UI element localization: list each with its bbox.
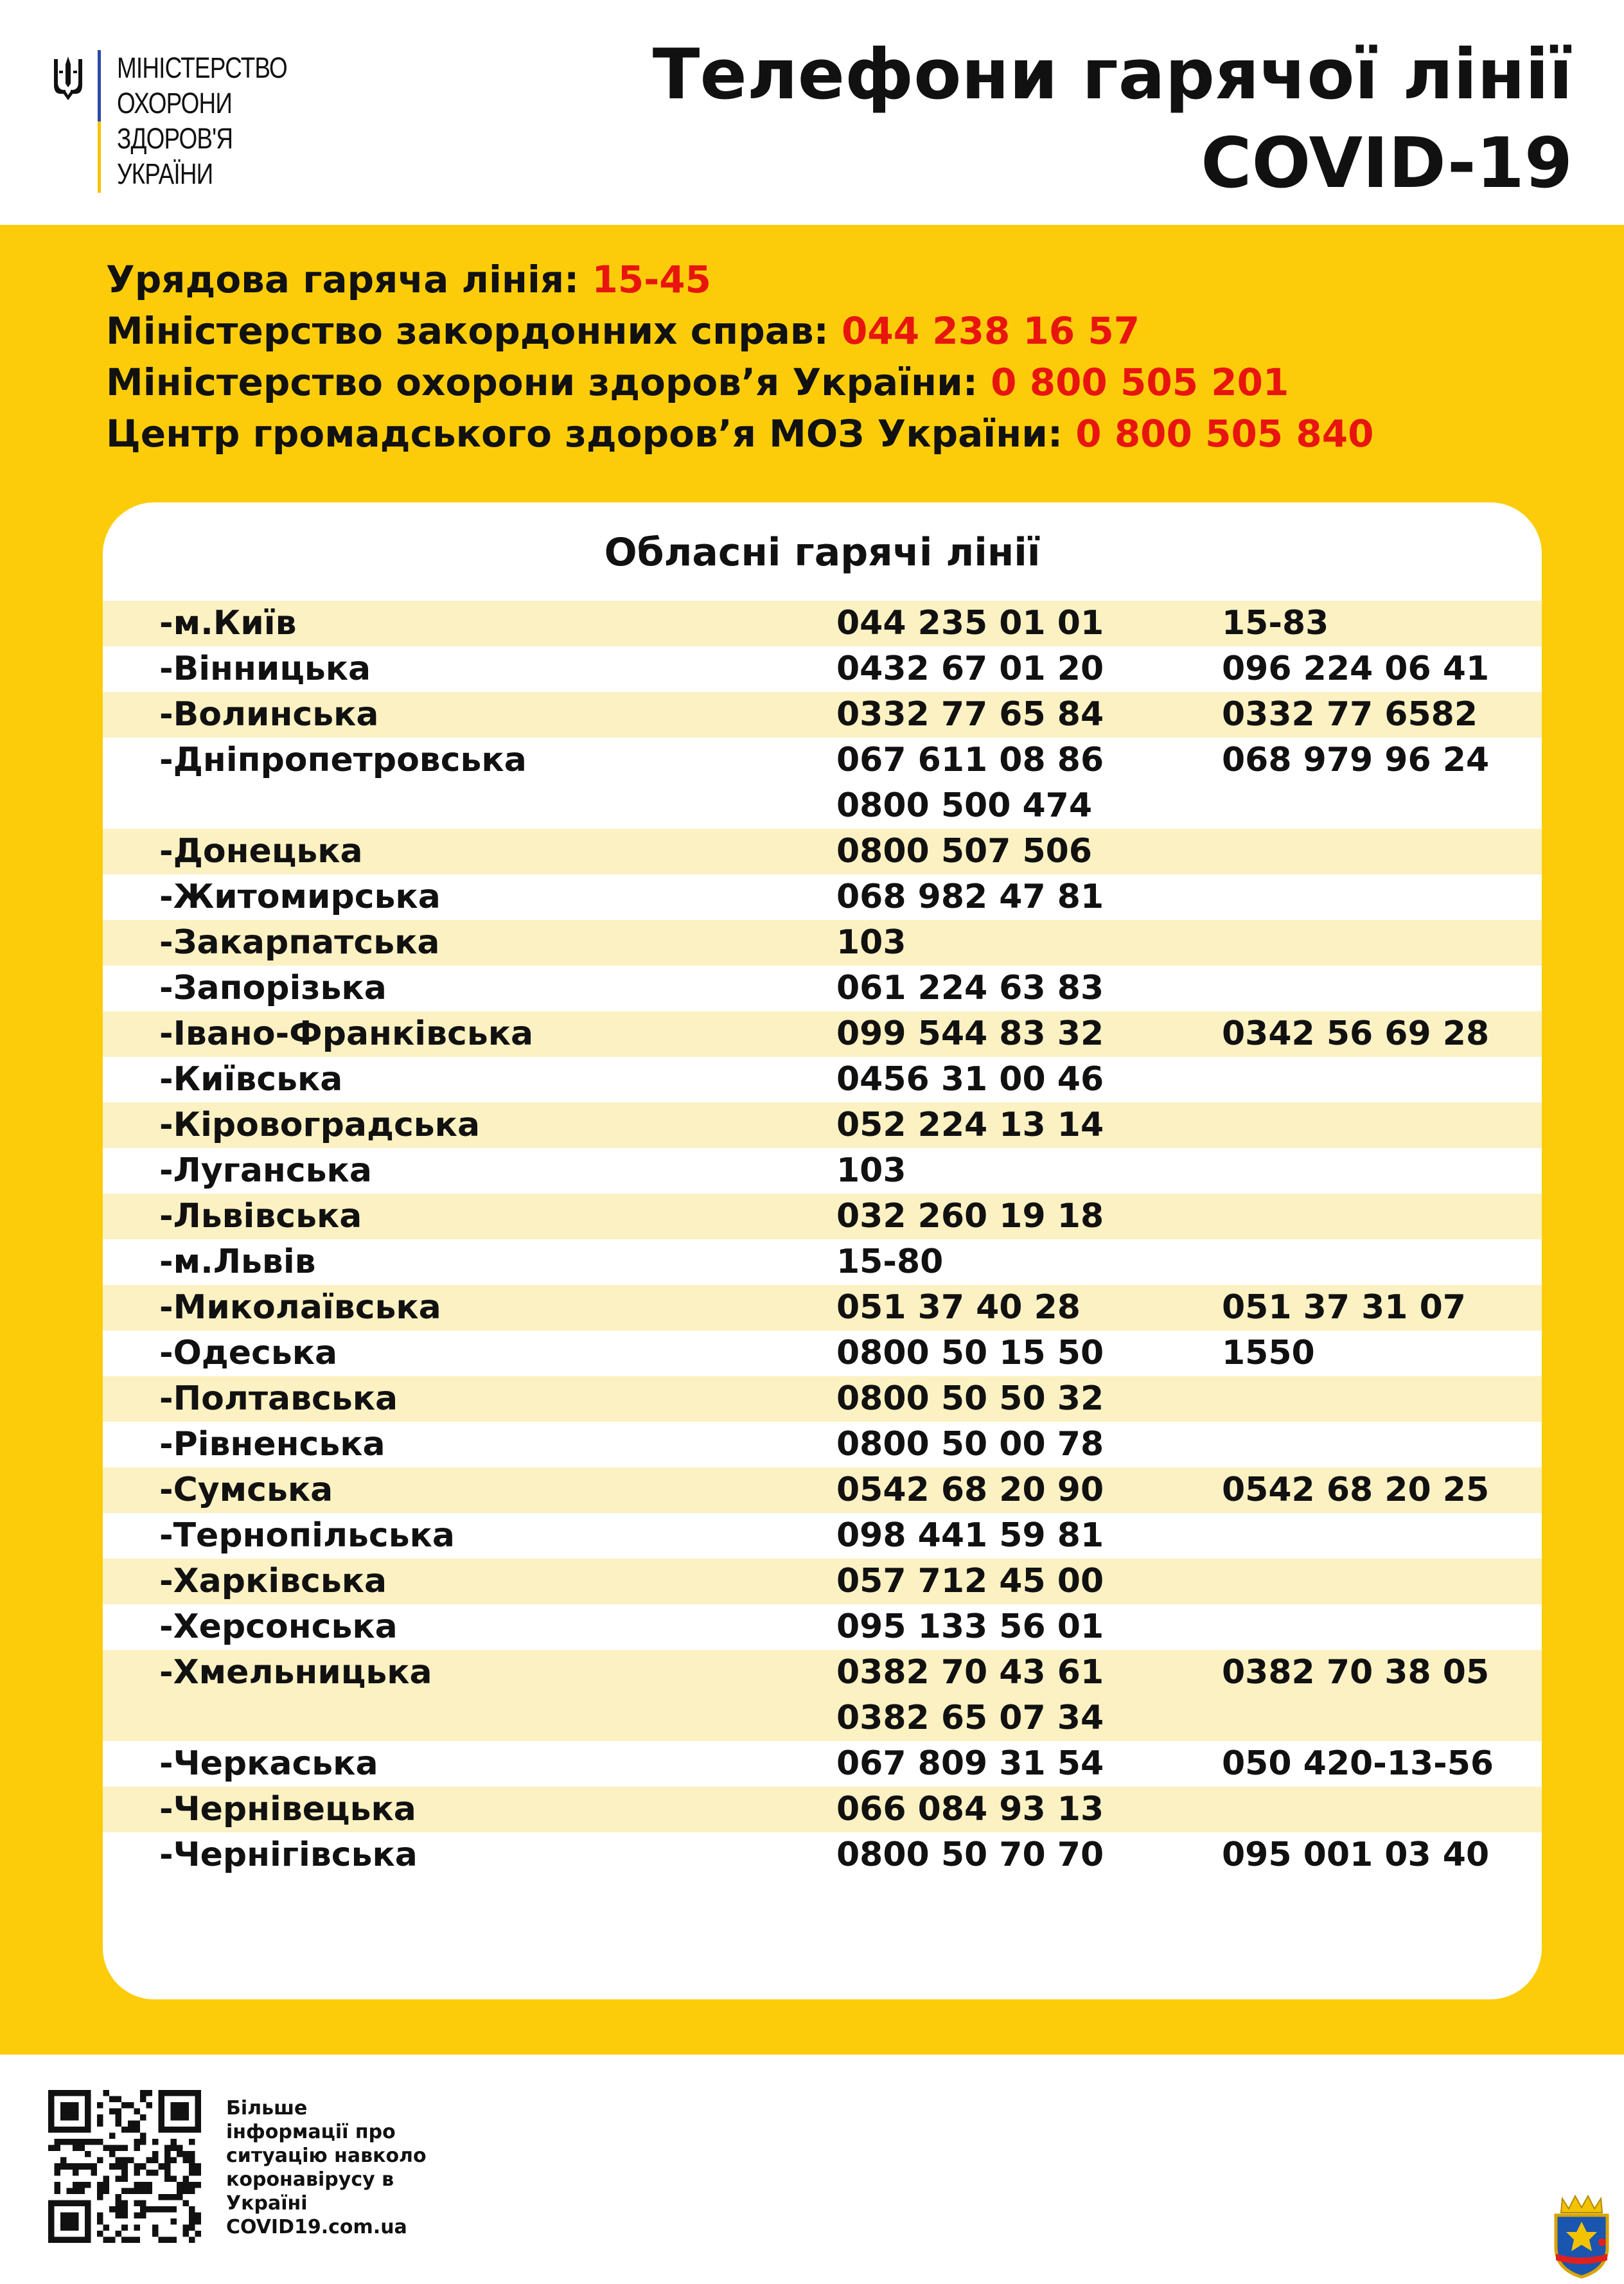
footer-line: ситуацію навколо [226,2145,427,2167]
hotline-label: Урядова гаряча лінія: [106,258,592,301]
header [0,0,1624,225]
region-name: -Закарпатська [159,923,440,962]
region-name: -Рівненська [159,1425,385,1464]
region-phones [836,920,906,966]
hotline-label: Центр громадського здоров’я МОЗ України: [106,412,1076,456]
region-name: -Київська [159,1060,343,1099]
table-row [103,692,1542,738]
table-row [103,646,1542,692]
city-coat-of-arms-icon [1547,2190,1616,2280]
logo-line: УКРАЇНИ [117,157,213,190]
alternate-phone-number[interactable]: 051 37 31 07 [1222,1288,1466,1327]
phone-number[interactable]: 0382 70 43 61 [836,1653,1104,1692]
region-phones [836,1239,943,1285]
region-name: -м.Львів [159,1243,316,1281]
logo-line: МІНІСТЕРСТВО [117,51,287,84]
table-row [103,738,1542,829]
region-phones [836,1467,1104,1513]
region-phones [836,1376,1104,1422]
region-name: -Чернівецька [159,1790,416,1828]
national-hotlines [106,254,1373,459]
region-name: -Сумська [159,1471,333,1509]
region-phones [836,1832,1104,1878]
phone-number[interactable]: 066 084 93 13 [836,1790,1104,1828]
region-phones [836,1102,1104,1148]
hotline-foreign-affairs [106,305,1373,357]
alternate-phone-number[interactable]: 0332 77 6582 [1222,695,1478,734]
phone-number[interactable]: 0800 50 00 78 [836,1425,1104,1464]
region-name: -Миколаївська [159,1288,441,1327]
phone-number[interactable]: 099 544 83 32 [836,1014,1104,1053]
region-name: -Хмельницька [159,1653,432,1692]
table-row [103,920,1542,966]
region-phones [836,1057,1104,1102]
region-phones [836,874,1104,920]
phone-number[interactable]: 067 611 08 86 [836,741,1104,779]
phone-number[interactable]: 0800 507 506 [836,832,1093,871]
table-row [103,1741,1542,1787]
table-row [103,1467,1542,1513]
table-row [103,1376,1542,1422]
hotline-government [106,254,1373,305]
phone-number[interactable]: 057 712 45 00 [836,1562,1104,1600]
hotline-public-health-center [106,408,1373,459]
table-row [103,1650,1542,1741]
region-name: -Житомирська [159,878,441,916]
alternate-phone-number[interactable]: 0382 70 38 05 [1222,1653,1490,1692]
region-phones [836,1422,1104,1467]
region-name: -Івано-Франківська [159,1014,534,1053]
qr-code-icon[interactable] [48,2090,201,2243]
table-row [103,1285,1542,1331]
region-phones [836,1787,1104,1832]
footer-line: Україні [226,2192,308,2215]
phone-number[interactable]: 061 224 63 83 [836,969,1104,1007]
phone-number[interactable]: 067 809 31 54 [836,1744,1104,1783]
alternate-phone-number[interactable]: 0342 56 69 28 [1222,1014,1490,1053]
trident-icon [51,55,85,102]
footer-line: інформації про [226,2121,396,2143]
hotline-number[interactable]: 0 800 505 840 [1075,412,1374,456]
region-name: -Запорізька [159,969,387,1007]
region-phones [836,1331,1104,1376]
region-phones [836,1513,1104,1559]
footer-line: Більше [226,2097,308,2120]
phone-number[interactable]: 0382 65 07 34 [836,1699,1104,1737]
region-name: -Черкаська [159,1744,378,1783]
alternate-phone-number[interactable]: 050 420-13-56 [1222,1744,1494,1783]
region-phones [836,1741,1104,1787]
table-row [103,1832,1542,1878]
footer [0,2055,1624,2284]
region-phones [836,1148,906,1194]
phone-number[interactable]: 0332 77 65 84 [836,695,1104,734]
region-name: -Волинська [159,695,379,734]
hotline-label: Міністерство закордонних справ: [106,309,842,353]
table-row [103,1422,1542,1467]
phone-number[interactable]: 0800 50 50 32 [836,1379,1104,1418]
region-phones [836,1285,1081,1331]
regional-hotlines-card [103,502,1542,1999]
region-name: -Львівська [159,1197,362,1235]
phone-number[interactable]: 0456 31 00 46 [836,1060,1104,1099]
region-name: -Тернопільська [159,1516,455,1555]
logo-line: ОХОРОНИ [117,87,233,120]
footer-line: коронавірусу в [226,2168,394,2191]
region-name: -Вінницька [159,650,371,688]
region-name: -Херсонська [159,1607,398,1646]
phone-number[interactable]: 0542 68 20 90 [836,1471,1104,1509]
logo-divider [98,50,101,193]
hotline-number[interactable]: 0 800 505 201 [991,360,1289,404]
table-row [103,1011,1542,1057]
alternate-phone-number[interactable]: 095 001 03 40 [1222,1836,1490,1874]
phone-number[interactable]: 052 224 13 14 [836,1106,1104,1144]
title-line-1: Телефони гарячої лінії [652,35,1573,115]
hotline-label: Міністерство охорони здоров’я України: [106,360,991,404]
phone-number[interactable]: 0800 50 70 70 [836,1836,1104,1874]
table-row [103,1239,1542,1285]
footer-info-text [226,2096,427,2239]
table-row [103,1102,1542,1148]
region-phones [836,829,1092,874]
title-line-2: COVID-19 [1201,123,1573,204]
region-phones [836,692,1104,738]
table-row [103,1559,1542,1604]
table-row [103,966,1542,1011]
alternate-phone-number[interactable]: 096 224 06 41 [1222,650,1490,688]
table-row [103,1194,1542,1239]
phone-number[interactable]: 044 235 01 01 [836,604,1104,642]
table-row [103,874,1542,920]
alternate-phone-number[interactable]: 15-83 [1222,604,1329,642]
footer-website-link[interactable]: COVID19.com.ua [226,2216,407,2238]
region-name: -Донецька [159,832,363,871]
yellow-section [0,225,1624,2055]
region-phones [836,1650,1104,1741]
hotline-health-ministry [106,357,1373,408]
table-row [103,1331,1542,1376]
region-phones [836,1559,1104,1604]
phone-number[interactable]: 095 133 56 01 [836,1607,1104,1646]
region-name: -Дніпропетровська [159,741,527,779]
region-name: -Полтавська [159,1379,398,1418]
phone-number[interactable]: 051 37 40 28 [836,1288,1081,1327]
phone-number[interactable]: 103 [836,1151,906,1190]
region-name: -Чернігівська [159,1836,418,1874]
table-row [103,829,1542,874]
table-row [103,1604,1542,1650]
phone-number[interactable]: 0800 50 15 50 [836,1334,1104,1372]
region-phones [836,601,1104,646]
region-phones [836,646,1104,692]
table-row [103,601,1542,646]
phone-number[interactable]: 0432 67 01 20 [836,650,1104,688]
table-row [103,1148,1542,1194]
phone-number[interactable]: 032 260 19 18 [836,1197,1104,1235]
region-phones [836,966,1104,1011]
page-title [653,31,1573,208]
region-name: -Кіровоградська [159,1106,481,1144]
table-row [103,1513,1542,1559]
alternate-phone-number[interactable]: 068 979 96 24 [1222,741,1490,779]
phone-number[interactable]: 068 982 47 81 [836,878,1104,916]
region-name: -м.Київ [159,604,297,642]
phone-number[interactable]: 15-80 [836,1243,944,1281]
phone-number[interactable]: 098 441 59 81 [836,1516,1104,1555]
hotline-number[interactable]: 15-45 [592,258,711,301]
alternate-phone-number[interactable]: 0542 68 20 25 [1222,1471,1490,1509]
hotline-number[interactable]: 044 238 16 57 [842,309,1140,353]
region-phones [836,1194,1104,1239]
region-name: -Харківська [159,1562,387,1600]
phone-number[interactable]: 0800 500 474 [836,786,1093,825]
region-phones [836,1011,1104,1057]
table-row [103,1057,1542,1102]
phone-number[interactable]: 103 [836,923,906,962]
alternate-phone-number[interactable]: 1550 [1222,1334,1315,1372]
logo-text [117,50,324,191]
region-name: -Луганська [159,1151,372,1190]
regional-hotlines-title: Обласні гарячі лінії [604,530,1041,575]
logo-line: ЗДОРОВ'Я [117,122,233,155]
region-phones [836,1604,1104,1650]
table-row [103,1787,1542,1832]
region-phones [836,738,1104,829]
region-name: -Одеська [159,1334,338,1372]
regional-hotlines-table [103,601,1542,1878]
